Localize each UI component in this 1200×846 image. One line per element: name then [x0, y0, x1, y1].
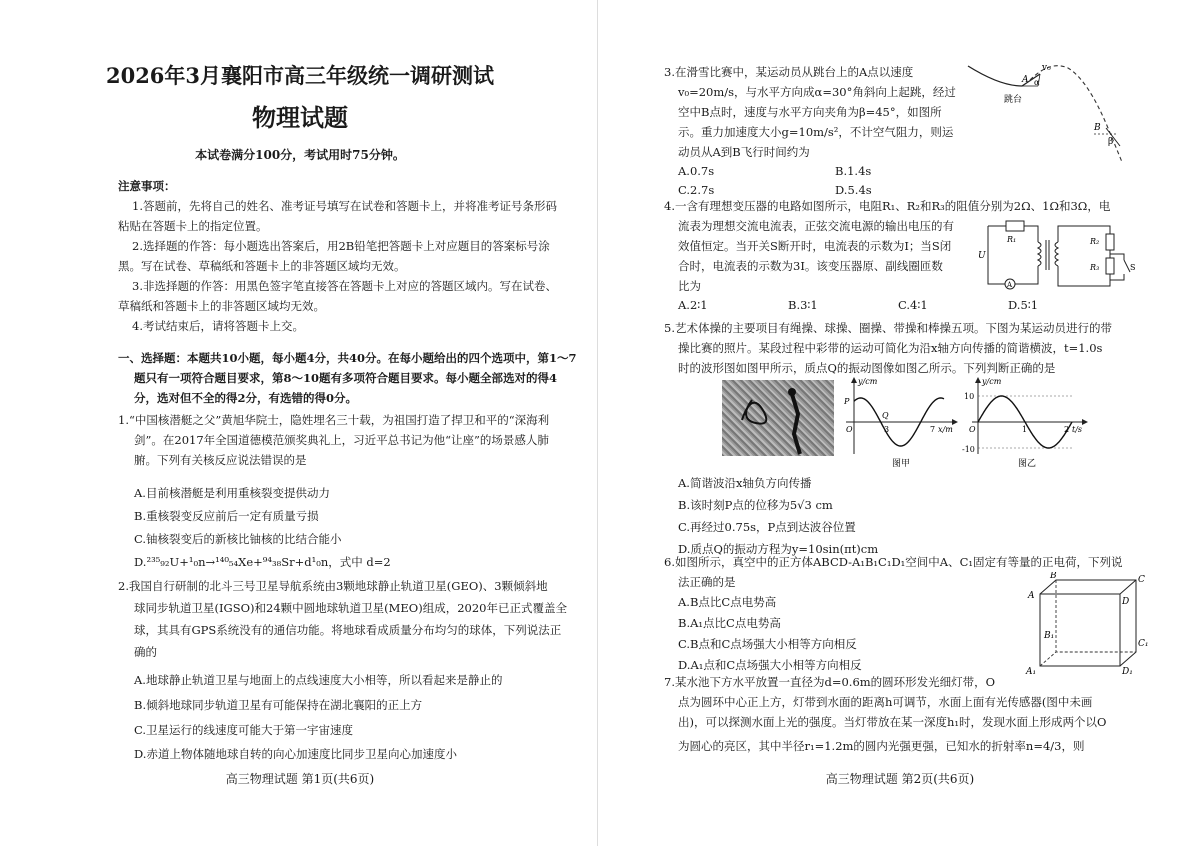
- q1-option-c: C.铀核裂变后的新核比铀核的比结合能小: [134, 532, 342, 546]
- q2-stem-3: 球，其具有GPS系统没有的通信功能。将地球看成质量分布均匀的球体，下列说法正: [134, 623, 562, 637]
- q5-option-c: C.再经过0.75s，P点到达波谷位置: [678, 520, 856, 534]
- cube-c1-label: C₁: [1138, 639, 1148, 649]
- q4-option-b: B.3∶1: [788, 298, 818, 312]
- page-2-footer: 高三物理试题 第2页(共6页): [825, 772, 975, 786]
- q2-stem-2: 球同步轨道卫星(IGSO)和24颗中圆地球轨道卫星(MEO)组成，2020年已正式覆盖全: [134, 601, 567, 615]
- q5-option-d: D.质点Q的振动方程为y=10sin(πt)cm: [678, 542, 879, 556]
- q4-stem-2: 流表为理想交流电流表，正弦交流电源的输出电压的有: [678, 219, 954, 233]
- yi-t2-label: 2: [1064, 425, 1070, 434]
- section1-line-2: 题只有一项符合题目要求，第8～10题有多项符合题目要求。每小题全部选对的得4: [134, 371, 558, 385]
- fig4-u-label: U: [978, 251, 986, 261]
- cube-figure: [1018, 572, 1148, 676]
- fig4-r1-label: R₁: [1007, 235, 1017, 244]
- q4-option-a: A.2∶1: [678, 298, 708, 312]
- q5-stem-3: 时的波形图如图甲所示，质点Q的振动图像如图乙所示。下列判断正确的是: [678, 361, 1056, 375]
- fig3-tai-label: 跳台: [1004, 95, 1023, 105]
- q4-option-c: C.4∶1: [898, 298, 928, 312]
- ski-jump-figure: [960, 58, 1140, 170]
- cube-b-label: B: [1050, 572, 1057, 581]
- cube-d-label: D: [1122, 597, 1130, 607]
- q1-stem-2: 剑”。在2017年全国道德模范颁奖典礼上，习近平总书记为他“让座”的场景感人肺: [134, 433, 549, 447]
- yi-o-label: O: [969, 425, 976, 434]
- q3-option-a: A.0.7s: [678, 164, 715, 178]
- yi-t10-label: 10: [964, 392, 975, 401]
- fig3-beta-label: β: [1108, 137, 1114, 147]
- transformer-circuit-figure: [978, 218, 1138, 294]
- vibration-graph-yi: [962, 374, 1092, 472]
- jia-o-label: O: [846, 425, 853, 434]
- jia-p-label: P: [844, 397, 850, 406]
- q1-stem-1: 1.“中国核潜艇之父”黄旭华院士，隐姓埋名三十载，为祖国打造了捍卫和平的“深海利: [118, 413, 550, 427]
- cube-a1-label: A₁: [1026, 667, 1037, 676]
- notice-heading: 注意事项：: [118, 179, 176, 193]
- q2-stem-1: 2.我国自行研制的北斗三号卫星导航系统由3颗地球静止轨道卫星(GEO)、3颗倾斜地: [118, 579, 548, 593]
- q1-option-a: A.目前核潜艇是利用重核裂变提供动力: [134, 486, 330, 500]
- q6-option-d: D.A₁点和C点场强大小相等方向相反: [678, 658, 862, 672]
- q2-option-a: A.地球静止轨道卫星与地面上的点线速度大小相等，所以看起来是静止的: [134, 673, 503, 687]
- jia-q-label: Q: [882, 411, 889, 420]
- fig4-ammeter-label: A: [1007, 281, 1013, 289]
- q7-stem-4: 为圆心的亮区，其中半径r₁=1.2m的圆内光强更强，已知水的折射率n=4/3，则: [678, 739, 1085, 753]
- yi-caption: 图乙: [1018, 459, 1037, 469]
- q7-stem-2: 点为圆环中心正上方，灯带到水面的距离h可调节，水面上面有光传感器(图中未画: [678, 695, 1093, 709]
- q3-stem-5: 动员从A到B飞行时间约为: [678, 145, 810, 159]
- fig3-v0-label: v₀: [1042, 63, 1051, 73]
- jia-t3-label: 3: [884, 425, 890, 434]
- q2-option-c: C.卫星运行的线速度可能大于第一宇宙速度: [134, 723, 354, 737]
- jia-caption: 图甲: [892, 459, 911, 469]
- yi-tm10-label: -10: [962, 445, 975, 454]
- q4-stem-4: 合时，电流表的示数为3I。该变压器原、副线圈匝数: [678, 259, 943, 273]
- fig3-b-label: B: [1094, 123, 1101, 133]
- yi-t1-label: 1: [1022, 425, 1028, 434]
- exam-title: 2026年3月襄阳市高三年级统一调研测试: [105, 63, 495, 88]
- cube-b1-label: B₁: [1044, 631, 1055, 641]
- q1-option-b: B.重核裂变反应前后一定有质量亏损: [134, 509, 319, 523]
- subject-title: 物理试题: [252, 103, 348, 132]
- jia-ylabel: y/cm: [858, 377, 878, 386]
- page-1-footer: 高三物理试题 第1页(共6页): [225, 772, 375, 786]
- exam-info: 本试卷满分100分，考试用时75分钟。: [195, 148, 405, 162]
- q1-option-d: D.²³⁵₉₂U+¹₀n→¹⁴⁰₅₄Xe+⁹⁴₃₈Sr+d¹₀n，式中 d=2: [134, 555, 391, 569]
- notice-line-4: 黑。写在试卷、草稿纸和答题卡上的非答题区域均无效。: [118, 259, 406, 273]
- q5-option-b: B.该时刻P点的位移为5√3 cm: [678, 498, 833, 512]
- q3-stem-4: 示。重力加速度大小g=10m/s²，不计空气阻力，则运: [678, 125, 954, 139]
- notice-line-3: 2.选择题的作答：每小题选出答案后，用2B铅笔把答题卡上对应题目的答案标号涂: [132, 239, 550, 253]
- q6-option-b: B.A₁点比C点电势高: [678, 616, 781, 630]
- q1-stem-3: 腑。下列有关核反应说法错误的是: [134, 453, 307, 467]
- q4-option-d: D.5∶1: [1008, 298, 1039, 312]
- page-2: [600, 0, 1200, 846]
- q4-stem-3: 效值恒定。当开关S断开时，电流表的示数为I；当S闭: [678, 239, 952, 253]
- fig4-r2-label: R₂: [1090, 237, 1100, 246]
- notice-line-6: 草稿纸和答题卡上的非答题区域均无效。: [118, 299, 325, 313]
- q2-option-d: D.赤道上物体随地球自转的向心加速度比同步卫星向心加速度小: [134, 747, 457, 761]
- notice-line-7: 4.考试结束后，请将答题卡上交。: [132, 319, 304, 333]
- q5-option-a: A.简谐波沿x轴负方向传播: [678, 476, 812, 490]
- q3-option-d: D.5.4s: [835, 183, 872, 197]
- q7-stem-3: 出)，可以探测水面上光的强度。当灯带放在某一深度h₁时，发现水面上形成两个以O: [678, 715, 1107, 729]
- yi-ylabel: y/cm: [982, 377, 1002, 386]
- q6-option-c: C.B点和C点场强大小相等方向相反: [678, 637, 857, 651]
- notice-line-1: 1.答题前，先将自己的姓名、准考证号填写在试卷和答题卡上，并将准考证号条形码: [132, 199, 557, 213]
- jia-xlabel: x/m: [938, 425, 953, 434]
- q3-option-b: B.1.4s: [835, 164, 872, 178]
- jia-t7-label: 7: [930, 425, 936, 434]
- section1-line-1: 一、选择题：本题共10小题，每小题4分，共40分。在每小题给出的四个选项中，第1～7: [118, 351, 577, 365]
- q6-option-a: A.B点比C点电势高: [678, 595, 777, 609]
- q4-stem-1: 4.一含有理想变压器的电路如图所示，电阻R₁、R₂和R₃的阻值分别为2Ω、1Ω和3Ω，电: [664, 199, 1111, 213]
- fig4-s-label: S: [1130, 263, 1136, 272]
- q4-stem-5: 比为: [678, 279, 701, 293]
- q3-option-c: C.2.7s: [678, 183, 715, 197]
- wave-graph-jia: [844, 374, 959, 472]
- q7-stem-1: 7.某水池下方水平放置一直径为d=0.6m的圆环形发光细灯带，O: [664, 675, 996, 689]
- q6-stem-2: 法正确的是: [678, 575, 736, 589]
- q5-stem-2: 操比赛的照片。某段过程中彩带的运动可简化为沿x轴方向传播的简谐横波，t=1.0s: [678, 341, 1103, 355]
- notice-line-2: 粘贴在答题卡上的指定位置。: [118, 219, 268, 233]
- q3-stem-2: v₀=20m/s，与水平方向成α=30°角斜向上起跳，经过: [678, 85, 956, 99]
- section1-line-3: 分，选对但不全的得2分，有选错的得0分。: [134, 391, 358, 405]
- q3-stem-3: 空中B点时，速度与水平方向夹角为β=45°，如图所: [678, 105, 942, 119]
- cube-a-label: A: [1028, 591, 1035, 601]
- cube-c-label: C: [1138, 575, 1145, 585]
- q2-option-b: B.倾斜地球同步轨道卫星有可能保持在湖北襄阳的正上方: [134, 698, 423, 712]
- yi-xlabel: t/s: [1072, 425, 1083, 434]
- fig3-a-label: A: [1022, 75, 1029, 85]
- q5-stem-1: 5.艺术体操的主要项目有绳操、球操、圈操、带操和棒操五项。下图为某运动员进行的带: [664, 321, 1112, 335]
- q3-stem-1: 3.在滑雪比赛中，某运动员从跳台上的A点以速度: [664, 65, 914, 79]
- ribbon-gymnastics-photo: [722, 380, 834, 456]
- q2-stem-4: 确的: [134, 645, 157, 659]
- fig3-alpha-label: α: [1034, 78, 1040, 87]
- fig4-r3-label: R₃: [1090, 263, 1100, 272]
- cube-d1-label: D₁: [1122, 667, 1133, 676]
- notice-line-5: 3.非选择题的作答：用黑色签字笔直接答在答题卡上对应的答题区域内。写在试卷、: [132, 279, 557, 293]
- q6-stem-1: 6.如图所示，真空中的正方体ABCD-A₁B₁C₁D₁空间中A、C₁固定有等量的正电荷，下列说: [664, 555, 1123, 569]
